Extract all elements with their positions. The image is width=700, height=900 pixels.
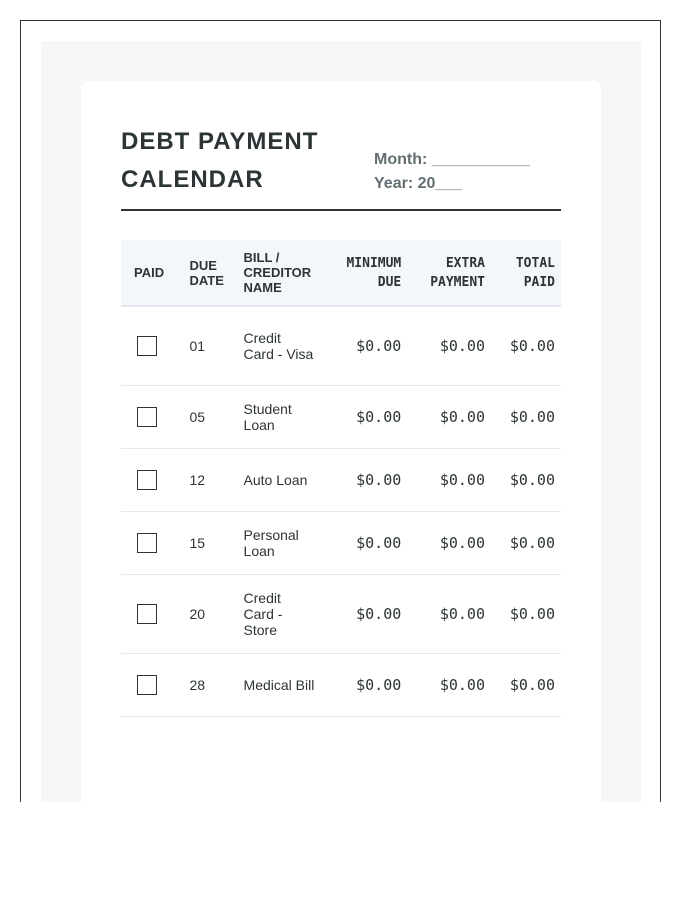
table-header xyxy=(121,240,561,306)
bill-name-cell: Personal Loan xyxy=(238,511,321,574)
column-header-extra-payment: EXTRA PAYMENT xyxy=(430,255,485,290)
month-field[interactable]: Month: ___________ xyxy=(374,151,530,168)
column-header-total-paid: TOTAL PAID xyxy=(515,255,555,290)
total-paid-cell[interactable]: $0.00 xyxy=(491,574,561,653)
document-frame xyxy=(20,20,661,802)
table-row xyxy=(121,574,561,653)
minimum-due-cell[interactable]: $0.00 xyxy=(321,653,408,716)
calendar-card xyxy=(81,81,601,802)
column-header-due-date: DUE DATE xyxy=(189,257,224,288)
table-row xyxy=(121,511,561,574)
page-title: DEBT PAYMENT CALENDAR xyxy=(121,128,319,193)
minimum-due-cell[interactable]: $0.00 xyxy=(321,511,408,574)
year-field[interactable]: Year: 20___ xyxy=(374,175,463,192)
table-row xyxy=(121,448,561,511)
extra-payment-cell[interactable]: $0.00 xyxy=(407,306,491,385)
paid-checkbox[interactable] xyxy=(137,604,157,624)
due-date-cell: 01 xyxy=(184,306,238,385)
table-row xyxy=(121,306,561,385)
bill-name-cell: Credit Card - Visa xyxy=(238,306,321,385)
paid-checkbox[interactable] xyxy=(137,470,157,490)
minimum-due-cell[interactable]: $0.00 xyxy=(321,574,408,653)
paid-cell xyxy=(121,511,184,574)
due-date-cell: 05 xyxy=(184,385,238,448)
total-paid-cell[interactable]: $0.00 xyxy=(491,448,561,511)
paid-cell xyxy=(121,574,184,653)
bill-name-cell: Student Loan xyxy=(238,385,321,448)
total-paid-cell[interactable]: $0.00 xyxy=(491,653,561,716)
extra-payment-cell[interactable]: $0.00 xyxy=(407,385,491,448)
paid-checkbox[interactable] xyxy=(137,533,157,553)
due-date-cell: 20 xyxy=(184,574,238,653)
due-date-cell: 28 xyxy=(184,653,238,716)
column-header-paid: PAID xyxy=(134,265,165,280)
table-row xyxy=(121,653,561,716)
paid-cell xyxy=(121,385,184,448)
paid-cell xyxy=(121,653,184,716)
due-date-cell: 12 xyxy=(184,448,238,511)
minimum-due-cell[interactable]: $0.00 xyxy=(321,385,408,448)
bill-name-cell: Auto Loan xyxy=(238,448,321,511)
paid-cell xyxy=(121,306,184,385)
period-fields xyxy=(374,148,530,196)
table-header-row xyxy=(121,240,561,306)
due-date-cell: 15 xyxy=(184,511,238,574)
minimum-due-cell[interactable]: $0.00 xyxy=(321,306,408,385)
paid-checkbox[interactable] xyxy=(137,336,157,356)
table-body xyxy=(121,306,561,716)
sheet-background xyxy=(41,41,641,802)
extra-payment-cell[interactable]: $0.00 xyxy=(407,511,491,574)
table-row xyxy=(121,385,561,448)
total-paid-cell[interactable]: $0.00 xyxy=(491,306,561,385)
paid-cell xyxy=(121,448,184,511)
bill-name-cell: Medical Bill xyxy=(238,653,321,716)
column-header-minimum-due: MINIMUM DUE xyxy=(346,255,402,290)
total-paid-cell[interactable]: $0.00 xyxy=(491,385,561,448)
paid-checkbox[interactable] xyxy=(137,407,157,427)
total-paid-cell[interactable]: $0.00 xyxy=(491,511,561,574)
column-header-bill: BILL / CREDITOR NAME xyxy=(243,250,312,295)
calendar-header xyxy=(121,121,561,211)
extra-payment-cell[interactable]: $0.00 xyxy=(407,574,491,653)
paid-checkbox[interactable] xyxy=(137,675,157,695)
extra-payment-cell[interactable]: $0.00 xyxy=(407,448,491,511)
bill-name-cell: Credit Card - Store xyxy=(238,574,321,653)
extra-payment-cell[interactable]: $0.00 xyxy=(407,653,491,716)
debt-payment-table xyxy=(121,240,561,717)
minimum-due-cell[interactable]: $0.00 xyxy=(321,448,408,511)
